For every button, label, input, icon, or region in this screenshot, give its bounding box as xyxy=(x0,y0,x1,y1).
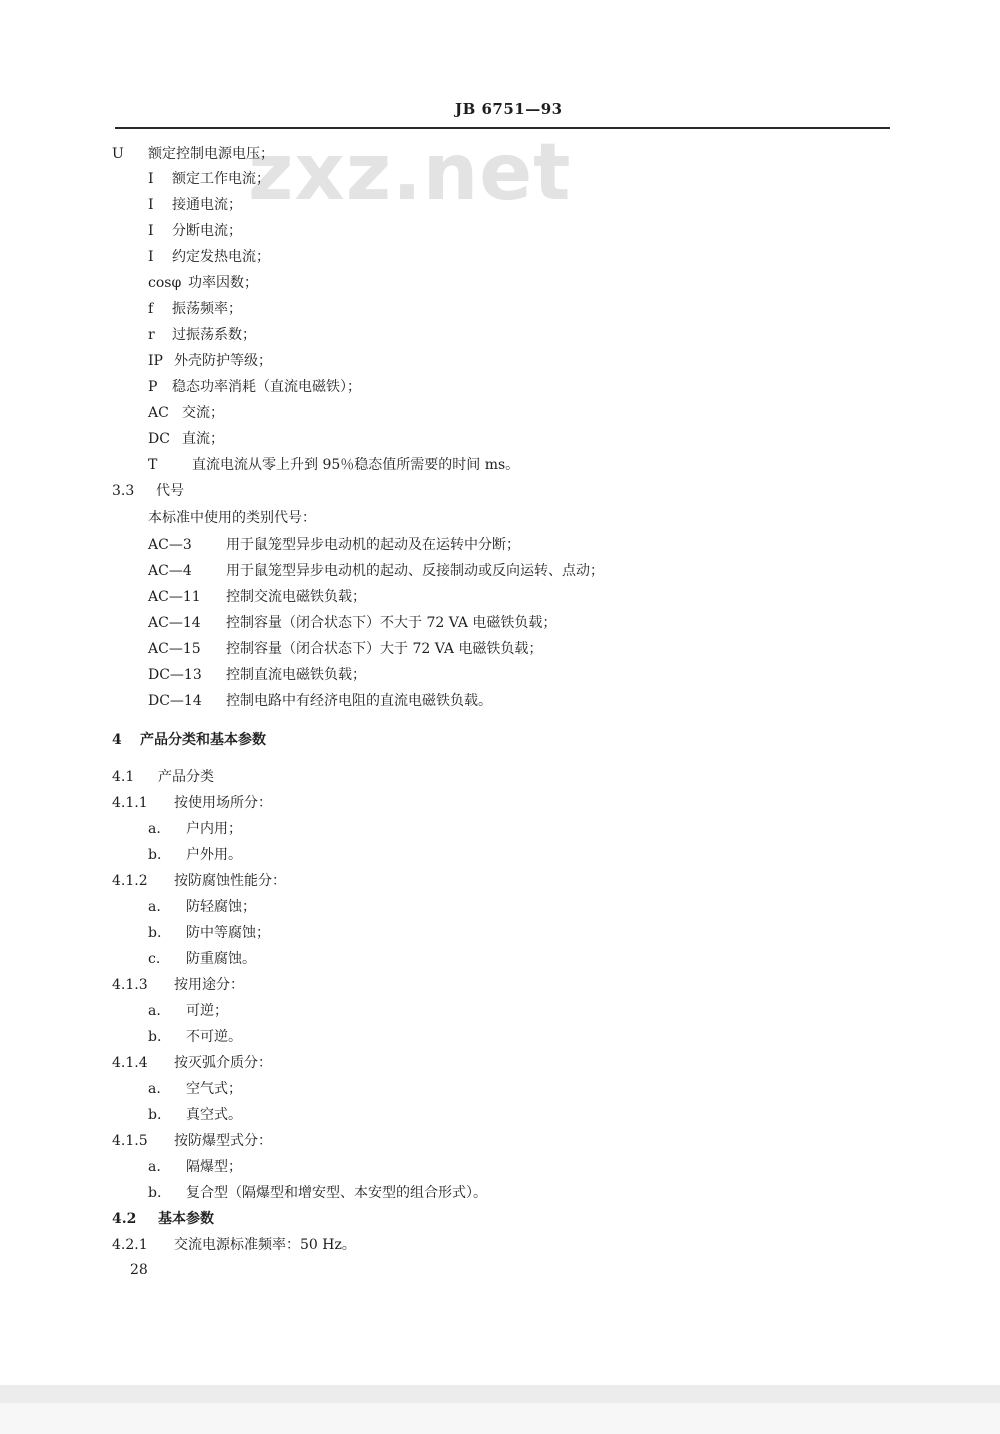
page-number: 28 xyxy=(130,1262,148,1278)
list-item: AC—4 用于鼠笼型异步电动机的起动、反接制动或反向运转、点动； xyxy=(148,563,604,579)
section-heading: 3.3 代号 xyxy=(112,483,184,499)
symbol-row: DC 直流； xyxy=(148,431,224,447)
symbol-row: I 分断电流； xyxy=(148,223,242,239)
symbol-row: I 约定发热电流； xyxy=(148,249,270,265)
scan-margin xyxy=(0,1403,1000,1434)
list-item: a. 可逆； xyxy=(148,1003,228,1019)
symbol-row: U 额定控制电源电压； xyxy=(112,146,274,162)
list-item: AC—11 控制交流电磁铁负载； xyxy=(148,589,366,605)
symbol-row: IP 外壳防护等级； xyxy=(148,353,272,369)
list-item: AC—15 控制容量（闭合状态下）大于 72 VA 电磁铁负载； xyxy=(148,641,543,657)
symbol-row: I 额定工作电流； xyxy=(148,171,270,187)
list-item: a. 防轻腐蚀； xyxy=(148,899,256,915)
symbol-row: r 过振荡系数； xyxy=(148,327,256,343)
list-item: b. 复合型（隔爆型和增安型、本安型的组合形式）。 xyxy=(148,1185,487,1201)
list-item: b. 户外用。 xyxy=(148,847,242,863)
symbol-row: P 稳态功率消耗（直流电磁铁）； xyxy=(148,379,361,395)
section-heading: 4.1.3 按用途分： xyxy=(112,977,244,993)
chapter-heading: 4 产品分类和基本参数 xyxy=(112,732,266,748)
list-item: b. 防中等腐蚀； xyxy=(148,925,270,941)
section-heading: 4.1.1 按使用场所分： xyxy=(112,795,272,811)
section-heading: 4.2.1 交流电源标准频率：50 Hz。 xyxy=(112,1237,356,1253)
list-item: c. 防重腐蚀。 xyxy=(148,951,256,967)
section-heading: 4.1 产品分类 xyxy=(112,769,214,785)
section-heading: 4.1.2 按防腐蚀性能分： xyxy=(112,873,286,889)
symbol-row: cosφ 功率因数； xyxy=(148,275,258,291)
paragraph: 本标准中使用的类别代号： xyxy=(148,510,316,526)
scan-edge xyxy=(0,1385,1000,1403)
list-item: b. 不可逆。 xyxy=(148,1029,242,1045)
list-item: DC—13 控制直流电磁铁负载； xyxy=(148,667,366,683)
section-heading: 4.1.4 按灭弧介质分： xyxy=(112,1055,272,1071)
list-item: a. 户内用； xyxy=(148,821,242,837)
watermark: zxz.net xyxy=(248,128,572,218)
list-item: a. 空气式； xyxy=(148,1081,242,1097)
list-item: AC—3 用于鼠笼型异步电动机的起动及在运转中分断； xyxy=(148,537,520,553)
section-heading: 4.1.5 按防爆型式分： xyxy=(112,1133,272,1149)
symbol-row: AC 交流； xyxy=(148,405,224,421)
list-item: b. 真空式。 xyxy=(148,1107,242,1123)
list-item: AC—14 控制容量（闭合状态下）不大于 72 VA 电磁铁负载； xyxy=(148,615,557,631)
list-item: a. 隔爆型； xyxy=(148,1159,242,1175)
symbol-row: I 接通电流； xyxy=(148,197,242,213)
document-number: JB 6751—93 xyxy=(455,100,563,118)
symbol-row: f 振荡频率； xyxy=(148,301,242,317)
symbol-row: T 直流电流从零上升到 95％稳态值所需要的时间 ms。 xyxy=(148,457,520,473)
list-item: DC—14 控制电路中有经济电阻的直流电磁铁负载。 xyxy=(148,693,492,709)
header-rule xyxy=(115,127,890,129)
section-heading: 4.2 基本参数 xyxy=(112,1211,214,1227)
